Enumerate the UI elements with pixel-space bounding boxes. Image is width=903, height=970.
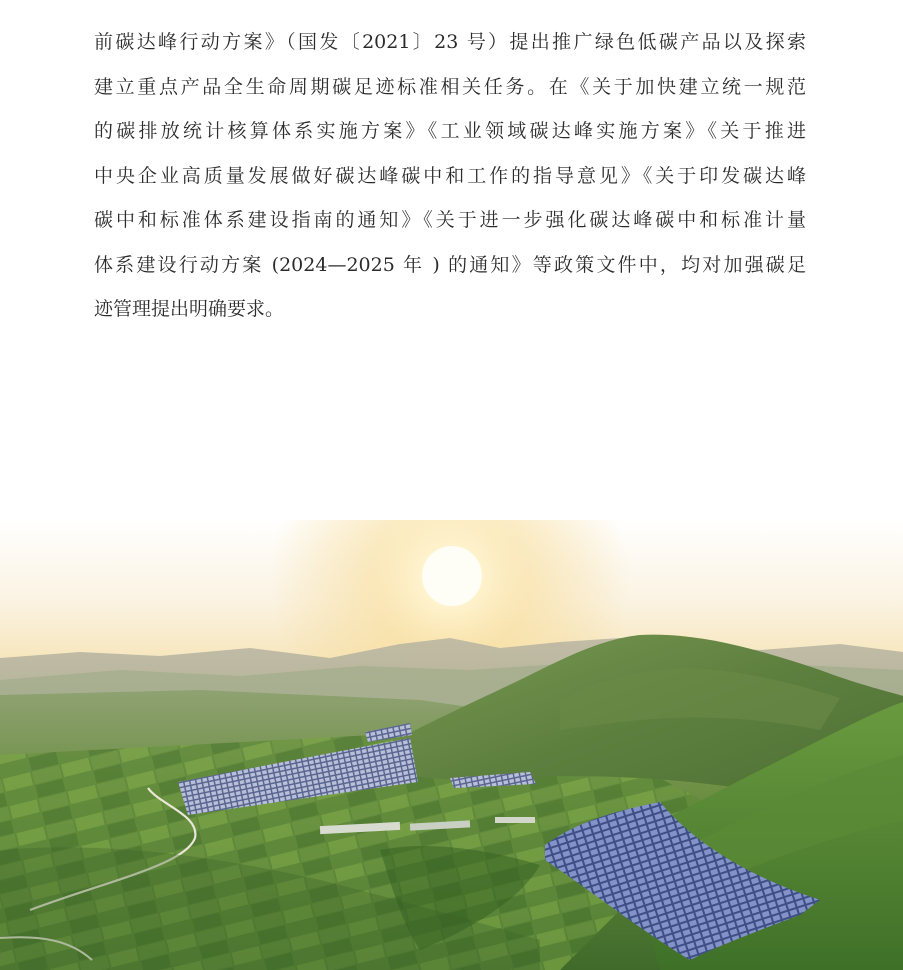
paragraph-line: 中央企业高质量发展做好碳达峰碳中和工作的指导意见》《关于印发碳达峰 [94, 164, 806, 187]
solar-farm-landscape-photo [0, 520, 903, 970]
paragraph-line: 建立重点产品全生命周期碳足迹标准相关任务。在《关于加快建立统一规范 [94, 75, 806, 98]
paragraph-line: 迹管理提出明确要求。 [94, 298, 285, 320]
sun [422, 546, 482, 606]
paragraph-line: 碳中和标准体系建设指南的通知》《关于进一步强化碳达峰碳中和标准计量 [94, 209, 806, 231]
body-paragraph [94, 20, 806, 332]
paragraph-line: 前碳达峰行动方案》（国发〔2021〕23 号）提出推广绿色低碳产品以及探索 [94, 31, 806, 53]
paragraph-line: 体系建设行动方案 (2024—2025 年 ) 的通知》等政策文件中，均对加强碳足 [94, 253, 806, 276]
paragraph-line: 的碳排放统计核算体系实施方案》《工业领域碳达峰实施方案》《关于推进 [94, 120, 806, 142]
